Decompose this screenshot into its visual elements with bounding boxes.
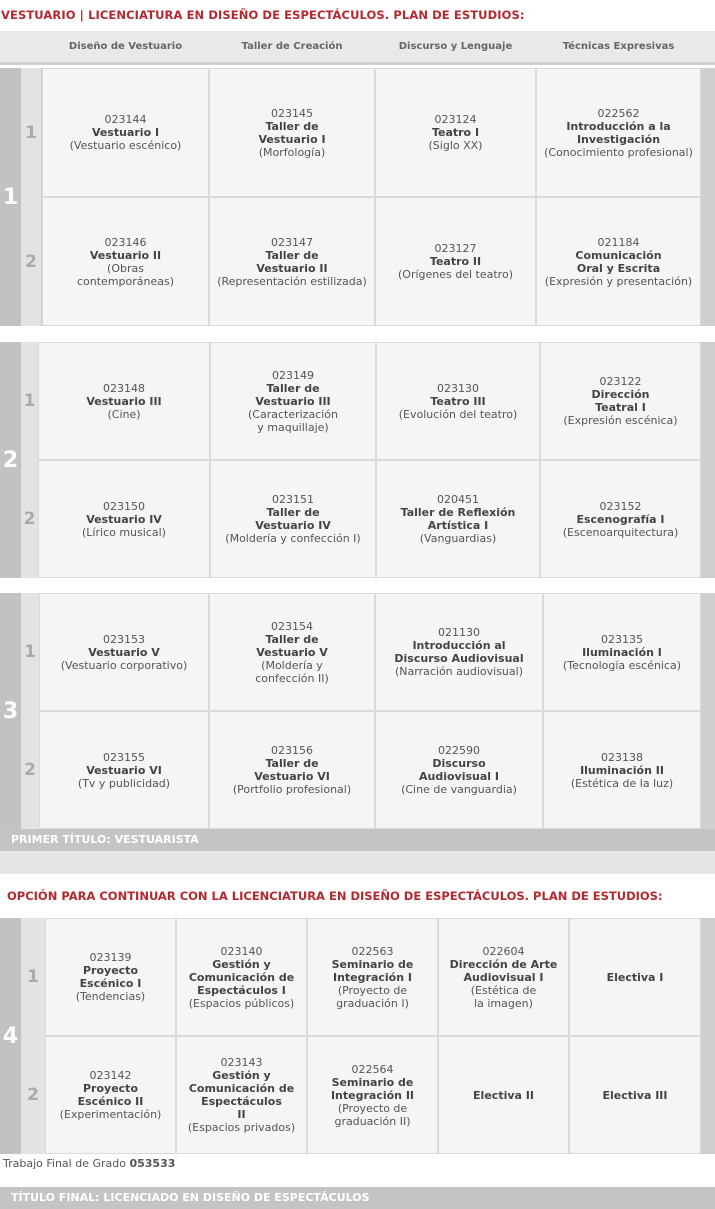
course-cell bbox=[307, 918, 438, 1036]
course-code: 021184 bbox=[597, 235, 640, 249]
column-header: Discurso y Lenguaje bbox=[398, 41, 513, 52]
course-code: 023150 bbox=[103, 499, 145, 513]
course-name: Vestuario I bbox=[91, 126, 160, 139]
course-code: 023143 bbox=[220, 1056, 263, 1069]
course-cell bbox=[39, 711, 209, 829]
course-name: Teatro I bbox=[431, 126, 480, 139]
course-name: Taller de Vestuario I bbox=[258, 119, 326, 146]
course-cell bbox=[375, 593, 543, 711]
year-label: 1 bbox=[0, 68, 21, 326]
course-code: 023139 bbox=[89, 951, 132, 964]
course-subtitle: (Siglo XX) bbox=[428, 139, 483, 152]
semester-label: 1 bbox=[21, 593, 39, 711]
course-name: Discurso Audiovisual I bbox=[419, 757, 499, 783]
semester-label: 2 bbox=[21, 460, 38, 578]
course-cell bbox=[375, 711, 543, 829]
course-cell bbox=[176, 918, 307, 1036]
continuation-subtitle: OPCIÓN PARA CONTINUAR CON LA LICENCIATURA EN DISEÑO DE ESPECTÁCULOS. PLAN DE ESTUDIOS: bbox=[7, 889, 663, 903]
course-subtitle: (Caracterización y maquillaje) bbox=[247, 407, 338, 434]
course-code: 023152 bbox=[599, 499, 642, 513]
course-name: Dirección Teatral I bbox=[591, 388, 650, 414]
year-side-band bbox=[701, 593, 715, 829]
course-cell bbox=[176, 1036, 307, 1154]
course-name: Proyecto Escénico I bbox=[79, 964, 142, 990]
column-header-row bbox=[0, 31, 715, 65]
course-name: Taller de Vestuario V bbox=[256, 632, 328, 659]
course-name: Vestuario III bbox=[86, 394, 162, 408]
course-cell bbox=[39, 593, 209, 711]
course-name: Introducción a la Investigación bbox=[566, 119, 671, 146]
course-cell bbox=[438, 918, 569, 1036]
course-cell bbox=[438, 1036, 569, 1154]
course-subtitle: (Cine de vanguardia) bbox=[401, 783, 517, 796]
course-code: 020451 bbox=[437, 493, 479, 506]
course-code: 022562 bbox=[597, 106, 640, 120]
course-name: Introducción al Discurso Audiovisual bbox=[394, 639, 524, 665]
course-cell bbox=[209, 593, 375, 711]
course-cell bbox=[45, 918, 176, 1036]
course-cell bbox=[42, 68, 209, 197]
course-cell bbox=[376, 342, 540, 460]
column-header: Técnicas Expresivas bbox=[562, 41, 675, 52]
course-subtitle: (Proyecto de graduación I) bbox=[336, 983, 409, 1010]
course-name: Seminario de Integración II bbox=[330, 1075, 415, 1102]
course-code: 023151 bbox=[272, 493, 314, 506]
course-name: Teatro III bbox=[430, 394, 486, 408]
course-code: 023148 bbox=[103, 381, 145, 395]
course-subtitle: (Moldería y confección I) bbox=[225, 532, 361, 545]
course-subtitle: (Conocimiento profesional) bbox=[544, 145, 693, 159]
final-work-label: Trabajo Final de Grado bbox=[3, 1157, 126, 1170]
course-name: Seminario de Integración I bbox=[331, 957, 414, 984]
course-code: 023124 bbox=[434, 113, 477, 126]
course-code: 022604 bbox=[482, 944, 525, 958]
course-subtitle: (Expresión y presentación) bbox=[544, 274, 693, 288]
course-subtitle: (Representación estilizada) bbox=[217, 274, 367, 288]
course-name: Vestuario V bbox=[88, 645, 160, 659]
course-code: 023138 bbox=[601, 750, 643, 764]
course-code: 023140 bbox=[220, 944, 263, 958]
course-name: Taller de Vestuario VI bbox=[254, 757, 330, 783]
course-cell bbox=[375, 197, 536, 326]
course-subtitle: (Proyecto de graduación II) bbox=[334, 1101, 411, 1128]
course-subtitle: (Estética de la luz) bbox=[570, 776, 674, 790]
course-subtitle: (Espacios públicos) bbox=[188, 996, 295, 1010]
course-name: Iluminación II bbox=[580, 763, 664, 777]
year-label: 4 bbox=[0, 918, 21, 1154]
column-header: Taller de Creación bbox=[241, 41, 343, 52]
course-code: 022590 bbox=[438, 744, 480, 757]
course-subtitle: (Cine) bbox=[107, 407, 141, 421]
separator bbox=[0, 851, 715, 874]
course-name: Electiva III bbox=[602, 1088, 668, 1102]
course-code: 023144 bbox=[104, 113, 147, 126]
course-cell bbox=[209, 68, 375, 197]
course-code: 023142 bbox=[89, 1069, 132, 1082]
course-subtitle: (Vanguardias) bbox=[419, 532, 497, 545]
separator bbox=[0, 326, 715, 342]
semester-label: 2 bbox=[21, 711, 39, 829]
course-name: Taller de Vestuario III bbox=[255, 381, 331, 408]
course-cell bbox=[543, 593, 701, 711]
course-cell bbox=[536, 68, 701, 197]
course-cell bbox=[376, 460, 540, 578]
semester-label: 2 bbox=[21, 1036, 45, 1154]
semester-label: 1 bbox=[21, 342, 38, 460]
course-name: Escenografía I bbox=[576, 512, 665, 526]
course-code: 021130 bbox=[438, 626, 480, 639]
course-cell bbox=[536, 197, 701, 326]
final-work-note bbox=[3, 1157, 175, 1170]
course-cell bbox=[38, 342, 210, 460]
course-subtitle: (Narración audiovisual) bbox=[395, 665, 523, 678]
course-subtitle: (Vestuario escénico) bbox=[69, 139, 182, 152]
first-title-bar: PRIMER TÍTULO: VESTUARISTA bbox=[0, 829, 715, 851]
course-cell bbox=[210, 342, 376, 460]
course-cell bbox=[540, 460, 701, 578]
course-code: 023146 bbox=[104, 235, 147, 249]
course-cell bbox=[42, 197, 209, 326]
final-work-code: 053533 bbox=[129, 1157, 176, 1170]
final-title-bar: TÍTULO FINAL: LICENCIADO EN DISEÑO DE ESPECTÁCULOS bbox=[0, 1187, 715, 1209]
course-cell bbox=[209, 197, 375, 326]
year-label: 2 bbox=[0, 342, 21, 578]
course-subtitle: (Tv y publicidad) bbox=[77, 776, 171, 790]
page-title: VESTUARIO | LICENCIATURA EN DISEÑO DE ESPECTÁCULOS. PLAN DE ESTUDIOS: bbox=[1, 8, 525, 22]
course-code: 023145 bbox=[271, 106, 313, 120]
course-name: Iluminación I bbox=[582, 645, 662, 659]
year-label: 3 bbox=[0, 593, 21, 829]
course-subtitle: (Obras contemporáneas) bbox=[76, 261, 175, 288]
course-name: Taller de Reflexión Artística I bbox=[400, 506, 516, 532]
course-subtitle: (Moldería y confección II) bbox=[255, 658, 329, 685]
course-subtitle: (Tendencias) bbox=[75, 990, 146, 1003]
course-subtitle: (Morfología) bbox=[258, 145, 326, 159]
course-name: Electiva I bbox=[606, 970, 664, 984]
course-subtitle: (Portfolio profesional) bbox=[232, 783, 352, 796]
course-cell bbox=[210, 460, 376, 578]
course-name: Vestuario VI bbox=[86, 763, 162, 777]
course-cell bbox=[45, 1036, 176, 1154]
course-subtitle: (Espacios privados) bbox=[187, 1121, 296, 1134]
year-side-band bbox=[701, 68, 715, 326]
course-code: 023154 bbox=[271, 619, 313, 633]
column-header: Diseño de Vestuario bbox=[68, 41, 183, 52]
course-cell bbox=[543, 711, 701, 829]
course-cell bbox=[209, 711, 375, 829]
course-name: Electiva II bbox=[473, 1088, 534, 1102]
course-code: 023122 bbox=[599, 375, 642, 388]
course-name: Vestuario IV bbox=[86, 512, 162, 526]
semester-label: 2 bbox=[21, 197, 41, 326]
course-subtitle: (Estética de la imagen) bbox=[470, 983, 537, 1010]
course-cell bbox=[307, 1036, 438, 1154]
course-subtitle: (Lírico musical) bbox=[82, 525, 166, 539]
course-name: Teatro II bbox=[429, 255, 482, 268]
year-side-band bbox=[701, 918, 715, 1154]
course-name: Dirección de Arte Audiovisual I bbox=[449, 957, 558, 984]
course-name: Vestuario II bbox=[89, 248, 162, 262]
course-subtitle: (Expresión escénica) bbox=[563, 414, 678, 427]
course-cell bbox=[38, 460, 210, 578]
course-name: Proyecto Escénico II bbox=[77, 1082, 144, 1108]
course-code: 023156 bbox=[271, 744, 313, 757]
course-code: 022564 bbox=[351, 1062, 394, 1076]
course-code: 023127 bbox=[434, 242, 477, 255]
course-code: 023135 bbox=[601, 632, 643, 646]
course-subtitle: (Vestuario corporativo) bbox=[60, 658, 188, 672]
course-subtitle: (Experimentación) bbox=[59, 1108, 162, 1121]
course-cell bbox=[540, 342, 701, 460]
course-cell bbox=[569, 1036, 701, 1154]
course-name: Gestión y Comunicación de Espectáculos II bbox=[188, 1069, 295, 1121]
course-code: 023130 bbox=[437, 381, 479, 395]
course-code: 023153 bbox=[103, 632, 145, 646]
course-subtitle: (Escenoarquitectura) bbox=[562, 525, 679, 539]
year-side-band bbox=[701, 342, 715, 578]
course-name: Taller de Vestuario II bbox=[256, 248, 328, 275]
course-subtitle: (Orígenes del teatro) bbox=[398, 268, 513, 281]
course-code: 022563 bbox=[351, 944, 394, 958]
semester-label: 1 bbox=[21, 918, 45, 1036]
course-code: 023149 bbox=[272, 368, 314, 382]
semester-label: 1 bbox=[21, 68, 41, 197]
course-cell bbox=[375, 68, 536, 197]
course-name: Comunicación Oral y Escrita bbox=[575, 248, 662, 275]
course-cell bbox=[569, 918, 701, 1036]
course-code: 023155 bbox=[103, 750, 145, 764]
course-name: Taller de Vestuario IV bbox=[255, 506, 331, 532]
course-subtitle: (Tecnología escénica) bbox=[562, 658, 682, 672]
course-name: Gestión y Comunicación de Espectáculos I bbox=[188, 957, 295, 997]
course-code: 023147 bbox=[271, 235, 313, 249]
course-subtitle: (Evolución del teatro) bbox=[398, 407, 518, 421]
